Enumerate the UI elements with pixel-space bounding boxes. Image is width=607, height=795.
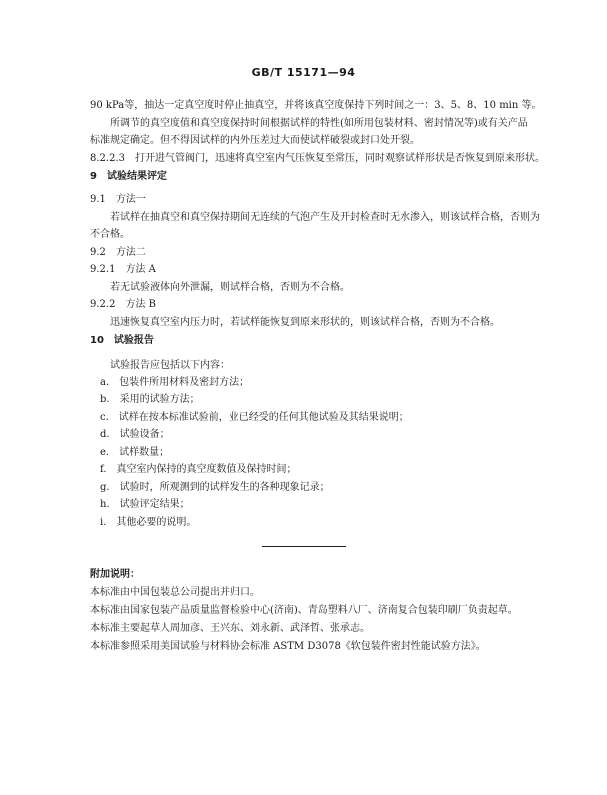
body-line: 迅速恢复真空室内压力时，若试样能恢复到原来形状的，则该试样合格，否则为不合格。 [110, 317, 500, 328]
clause-8-2-2-3: 8.2.2.3 打开进气管阀门，迅速将真空室内气压恢复至常压，同时观察试样形状是否恢复到原来形状。 [90, 153, 545, 164]
body-line: 不合格。 [90, 229, 130, 240]
body-line: 若无试验液体向外泄漏，则试样合格，否则为不合格。 [110, 282, 350, 293]
report-item: e. 试样数量； [100, 447, 170, 458]
report-item: f. 真空室内保持的真空度数值及保持时间； [100, 464, 297, 475]
report-item: b. 采用的试验方法； [100, 394, 200, 405]
additional-notes-title: 附加说明： [90, 569, 140, 580]
report-item: a. 包装件所用材料及密封方法； [100, 377, 250, 388]
section-9-heading: 9 试验结果评定 [90, 171, 167, 182]
divider [262, 546, 346, 547]
clause-9-2-1-heading: 9.2.1 方法 A [90, 264, 156, 275]
body-line: 试验报告应包括以下内容： [110, 360, 230, 371]
clause-9-1-heading: 9.1 方法一 [90, 194, 146, 205]
body-line: 所调节的真空度值和真空度保持时间根据试样的特性(如所用包装材料、密封情况等)或有关产品 [110, 118, 528, 129]
note-line: 本标准由中国包装总公司提出并归口。 [90, 587, 260, 598]
body-line: 若试样在抽真空和真空保持期间无连续的气泡产生及开封检查时无水渗入，则该试样合格，否则为 [110, 212, 540, 223]
note-line: 本标准参照采用美国试验与材料协会标准 ASTM D3078《软包装件密封性能试验方法》。 [90, 641, 486, 652]
note-line: 本标准主要起草人周加彦、王兴东、刘永新、武泽哲、张承志。 [90, 623, 370, 634]
report-item: h. 试验评定结果； [100, 499, 190, 510]
report-item: i. 其他必要的说明。 [100, 517, 197, 528]
report-item: d. 试验设备； [100, 429, 170, 440]
section-10-heading: 10 试验报告 [90, 335, 154, 346]
body-line: 标准规定确定。但不得因试样的内外压差过大而使试样破裂或封口处开裂。 [90, 135, 420, 146]
note-line: 本标准由国家包装产品质量监督检验中心(济南)、青岛塑料八厂、济南复合包装印刷厂负责起草。 [90, 605, 518, 616]
report-item: c. 试样在按本标准试验前，业已经受的任何其他试验及其结果说明； [100, 412, 409, 423]
body-line: 90 kPa等，抽达一定真空度时停止抽真空，并将该真空度保持下列时间之一：3、5、8、10 min 等。 [90, 100, 542, 111]
clause-9-2-2-heading: 9.2.2 方法 B [90, 299, 156, 310]
clause-9-2-heading: 9.2 方法二 [90, 247, 146, 258]
page-header-standard-number: GB/T 15171—94 [251, 66, 356, 79]
report-item: g. 试验时，所观测到的试样发生的各种现象记录； [100, 482, 330, 493]
